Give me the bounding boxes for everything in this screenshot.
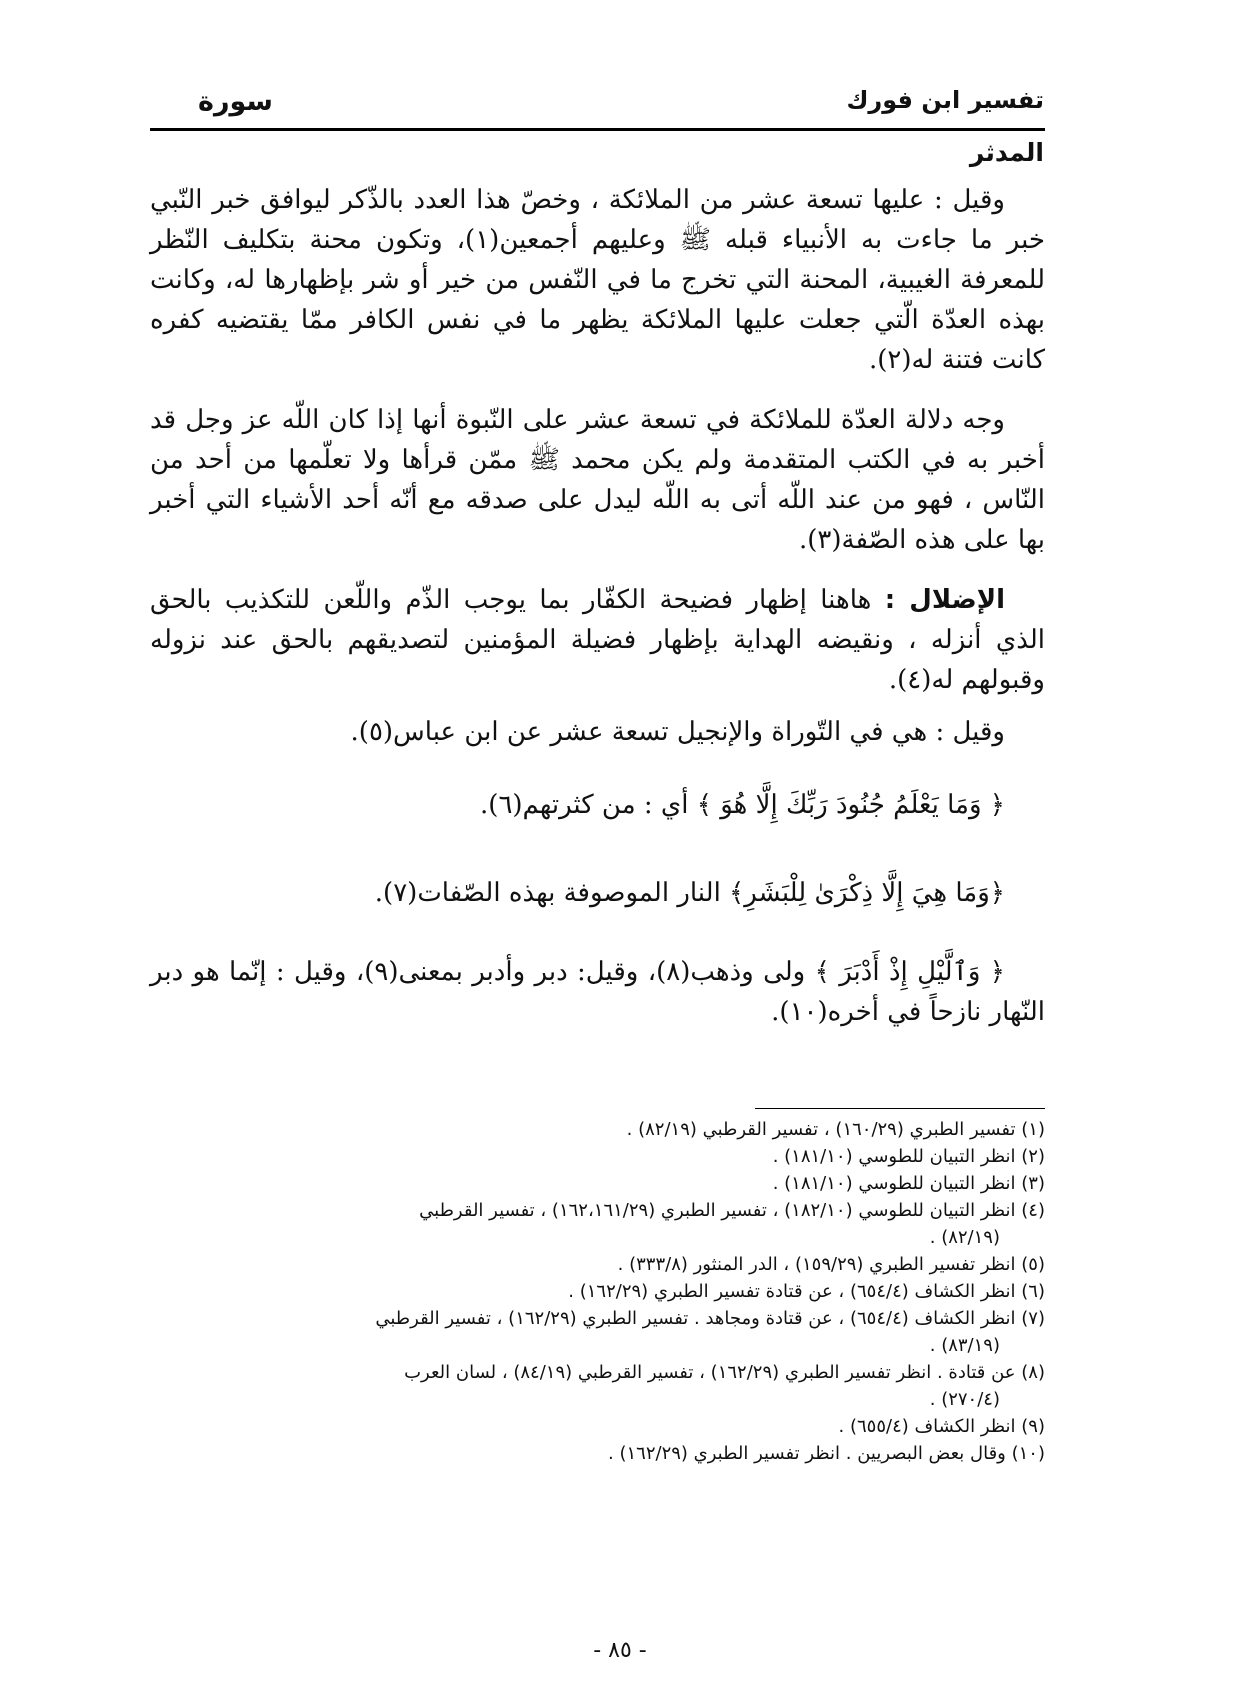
- paragraph-2-text: وجه دلالة العدّة للملائكة في تسعة عشر على النّبوة أنها إذا كان اللّه عز وجل قد أخبر به في الكتب المتقدمة ولم يكن محمد ﷺ ممّن قرأها ولا تعلّمها من أحد من النّاس ، فهو من عند اللّه أتى به اللّه ليدل على صدقه مع أنّه أحد الأشياء التي أخبر بها على هذه الصّفة(٣).: [150, 405, 1045, 555]
- line-verse-dhikra: ﴿وَمَا هِيَ إِلَّا ذِكْرَىٰ لِلْبَشَرِ﴾ النار الموصوفة بهذه الصّفات(٧).: [374, 878, 1005, 908]
- paragraph-1-text: وقيل : عليها تسعة عشر من الملائكة ، وخصّ هذا العدد بالذّكر ليوافق خبر النّبي خبر ما جاءت به الأنبياء قبله ﷺ وعليهم أجمعين(١)، وتكون محنة بتكليف النّظر للمعرفة الغيبية، المحنة التي تخرج ما في النّفس من خير أو شر بإظهارها له، وكانت بهذه العدّة الّتي جعلت عليها الملائكة يظهر ما في نفس الكافر ممّا يقتضيه كفره كانت فتنة له(٢).: [150, 185, 1045, 375]
- footnote-2: (٢) انظر التبيان للطوسي (١٨١/١٠) .: [772, 1146, 1045, 1167]
- paragraph-4-text: ﴿ وَٱلَّيْلِ إِذْ أَدْبَرَ ﴾ ولى وذهب(٨)، وقيل: دبر وأدبر بمعنى(٩)، وقيل : إنّما هو دبر النّهار نازحاً في أخره(١٠).: [150, 957, 1045, 1027]
- paragraph-2: [150, 400, 1045, 560]
- header-divider: [150, 128, 1045, 131]
- footnotes: [150, 1116, 1045, 1467]
- footnote-5: (٥) انظر تفسير الطبري (١٥٩/٢٩) ، الدر المنثور (٣٣٣/٨) .: [617, 1254, 1045, 1275]
- footnote-divider: [755, 1108, 1045, 1109]
- footnote-6: (٦) انظر الكشاف (٦٥٤/٤) ، عن قتادة تفسير الطبري (١٦٢/٢٩) .: [568, 1281, 1045, 1302]
- footnote-7-continuation: (٨٣/١٩) .: [929, 1335, 1000, 1356]
- paragraph-3-text: هاهنا إظهار فضيحة الكفّار بما يوجب الذّم واللّعن للتكذيب بالحق الذي أنزله ، ونقيضه الهداية بإظهار فضيلة المؤمنين لتصديقهم بالحق عند نزوله وقبولهم له(٤).: [150, 585, 1045, 695]
- footnote-1: (١) تفسير الطبري (١٦٠/٢٩) ، تفسير القرطبي (٨٢/١٩) .: [626, 1119, 1045, 1140]
- line-torah: وقيل : هي في التّوراة والإنجيل تسعة عشر عن ابن عباس(٥).: [350, 717, 1005, 747]
- book-title: تفسير ابن فورك: [846, 86, 1044, 114]
- paragraph-3: [150, 580, 1045, 700]
- footnote-7: (٧) انظر الكشاف (٦٥٤/٤) ، عن قتادة ومجاهد . تفسير الطبري (١٦٢/٢٩) ، تفسير القرطبي: [375, 1308, 1045, 1329]
- paragraph-3-heading: الإضلال :: [884, 585, 1005, 615]
- footnote-4-continuation: (٨٢/١٩) .: [929, 1227, 1000, 1248]
- paragraph-1: [150, 180, 1045, 380]
- footnote-10: (١٠) وقال بعض البصريين . انظر تفسير الطبري (١٦٢/٢٩) .: [608, 1443, 1045, 1464]
- surah-name: المدثر: [969, 138, 1044, 167]
- page-number: - ٨٥ -: [593, 1638, 647, 1663]
- footnote-4: (٤) انظر التبيان للطوسي (١٨٢/١٠) ، تفسير الطبري (١٦٢،١٦١/٢٩) ، تفسير القرطبي: [419, 1200, 1045, 1221]
- paragraph-4: [150, 952, 1045, 1032]
- footnote-9: (٩) انظر الكشاف (٦٥٥/٤) .: [838, 1416, 1045, 1437]
- footnote-8: (٨) عن قتادة . انظر تفسير الطبري (١٦٢/٢٩) ، تفسير القرطبي (٨٤/١٩) ، لسان العرب: [404, 1362, 1045, 1383]
- footnote-3: (٣) انظر التبيان للطوسي (١٨١/١٠) .: [772, 1173, 1045, 1194]
- section-label: سورة: [198, 86, 273, 117]
- footnote-8-continuation: (٢٧٠/٤) .: [929, 1389, 1000, 1410]
- line-verse-junud: ﴿ وَمَا يَعْلَمُ جُنُودَ رَبِّكَ إِلَّا هُوَ ﴾ أي : من كثرتهم(٦).: [480, 790, 1005, 820]
